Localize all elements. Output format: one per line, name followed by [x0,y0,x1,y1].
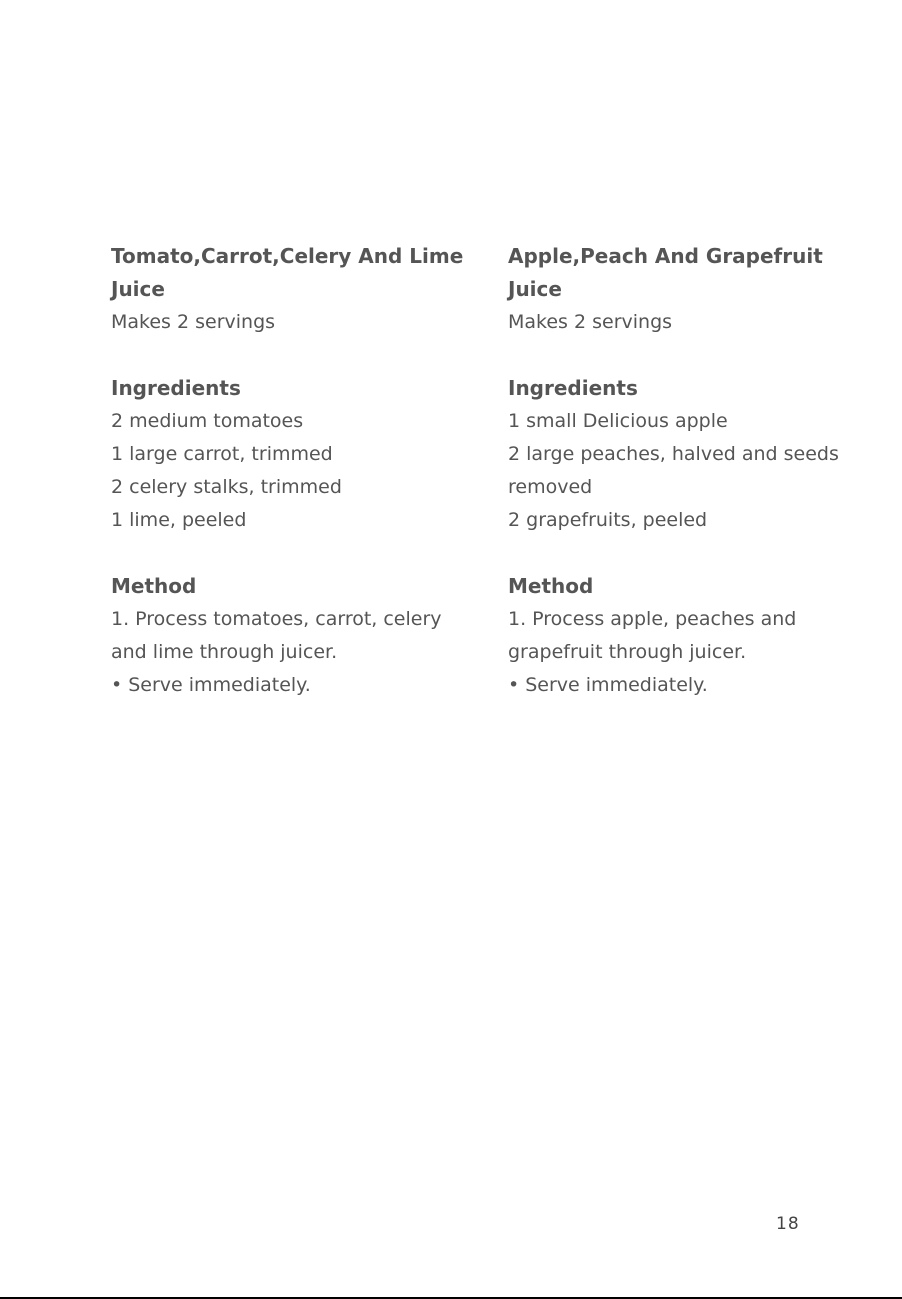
ingredient-line: 2 celery stalks, trimmed [111,476,342,498]
ingredients-heading: Ingredients [508,376,638,400]
recipe-title-line-2: Juice [111,277,165,301]
recipe-title-line-2: Juice [508,277,562,301]
method-line: 1. Process apple, peaches and [508,608,797,630]
recipe-title-line-1: Tomato,Carrot,Celery And Lime [111,244,464,268]
recipe-apple-peach-grapefruit [508,240,868,702]
method-line: 1. Process tomatoes, carrot, celery [111,608,442,630]
method-line: and lime through juicer. [111,641,338,663]
recipe-servings: Makes 2 servings [111,311,276,333]
method-line: • Serve immediately. [111,674,311,696]
ingredient-line: removed [508,476,593,498]
ingredient-line: 2 large peaches, halved and seeds [508,443,839,465]
ingredient-line: 1 large carrot, trimmed [111,443,333,465]
ingredient-line: 1 small Delicious apple [508,410,728,432]
method-line: grapefruit through juicer. [508,641,747,663]
method-heading: Method [111,574,197,598]
page-number: 18 [776,1214,800,1234]
recipe-tomato-carrot-celery-lime [111,240,471,702]
method-heading: Method [508,574,594,598]
recipe-title-line-1: Apple,Peach And Grapefruit [508,244,823,268]
ingredient-line: 1 lime, peeled [111,509,247,531]
ingredient-line: 2 medium tomatoes [111,410,304,432]
ingredients-heading: Ingredients [111,376,241,400]
ingredient-line: 2 grapefruits, peeled [508,509,708,531]
recipe-servings: Makes 2 servings [508,311,673,333]
method-line: • Serve immediately. [508,674,708,696]
